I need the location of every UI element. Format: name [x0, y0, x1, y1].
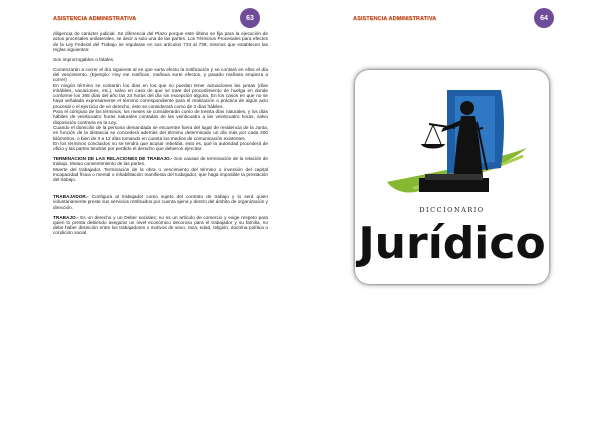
paragraph [53, 156, 268, 182]
paragraph-text: Es un derecho y un Deber sociales; no es un artículo de comercio y exige respeto para quien lo presta debiendo asegurar un nivel económico decoroso para el trabajador y su familia, no debe haber distinción entre los trabajadores x motivos de sexo, raza, edad, religión, doctrina política o condición social. [53, 214, 268, 236]
paragraph [53, 194, 268, 210]
logo-subtitle: DICCIONARIO [419, 206, 485, 214]
paragraph-text: Comenzarán a correr el día siguiente al en que surta efecto la notificación y se contará en ellos el día del vencimiento. (Ejemplo: Hoy me notifican, mañana surte efectos, y pasado mañana empieza a correr) En ningún término se contarán los días en los que no puedan tener actuaciones las juntas (días inhábiles, vacaciones, etc.), salvo en caso de que se trate del procedimiento de huelga en donde conforme los 365 días del año las 24 horas del día sin excepción alguna. En los casos en que no se haya señalada expresamente el término correspondiente para el realización o práctica de algún acto procesal o el ejercicio de un derecho, éste se considerará como de 3 días hábiles. Para el cómputo de los términos, los meses se considerarán como de treinta días naturales, y los días hábiles de veinticuatro horas naturales contadas de las veinticuatro a las veinticuatro horas, salvo disposición contraria en la Ley. Cuando el domicilio de la persona demandada se encuentre fuera del lugar de residencia de la Junta, en función de la distancia se concederá además del término determinado un día más por cada 200 kilómetros, o bien de 3 a 12 días tomando en cuenta los medios de comunicación existentes. En los términos concluidos no se tendrá que acusar rebeldía, esto es, que la autoridad procederá de oficio y las partes tendrán por perdido el derecho que debieron ejercitar. [53, 66, 268, 152]
page-number-badge: 64 [534, 8, 554, 28]
paragraph [53, 57, 268, 62]
page-number-badge: 63 [240, 8, 260, 28]
paragraph-text: diligencia de carácter judicial. Se diferencia del Plazo porque este último se fija para la ejecución de actos procesales unilaterales, se decir a solo una de las partes. Los Términos Procesales para efectos de la Ley Federal del Trabajo se regularan en sus artículos 733 al 738, mismos que establecen las reglas siguientes: [53, 31, 268, 52]
running-header: ASISTENCIA ADMINISTRATIVA [53, 16, 137, 22]
paragraph-text: Son causas de terminación de la relación de trabajo. Mutuo consentimiento de las partes. Muerte del trabajador. Terminación de la obra o vencimiento del término o inversión del capital Incapacidad física o mental o inhabilitación manifiesta del trabajador, que haga imposible la prestación del trabajo. [53, 156, 269, 183]
page-body [53, 31, 268, 240]
paragraph [53, 67, 268, 152]
paragraph [53, 31, 268, 52]
term-heading: TRABAJADOR.- [53, 194, 89, 200]
logo-title: Jurídico [358, 218, 546, 269]
paragraph [53, 215, 268, 236]
paragraph-text: Son improrrogables o fatales. [53, 56, 115, 62]
term-heading: TRABAJO.- [53, 214, 79, 220]
running-header: ASISTENCIA ADMINISTRATIVA [353, 16, 437, 22]
paragraph-text: Configura al trabajador como sujeto del contrato de trabajo y lo será quien voluntariamente preste sus servicios retribuidos por cuenta ajena y dentro del ámbito de organización y dirección. [53, 194, 268, 210]
term-heading: TERMINACION DE LAS RELACIONES DE TRABAJO.- [53, 156, 173, 162]
diccionario-juridico-logo [355, 70, 549, 284]
